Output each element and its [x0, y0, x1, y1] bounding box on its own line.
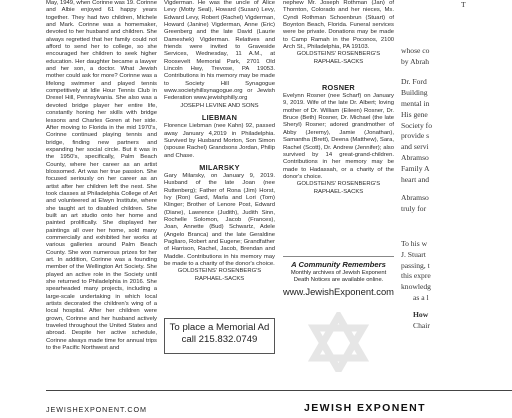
obituary-heading: MILARSKY: [199, 162, 240, 172]
funeral-home-signature: JOSEPH LEVINE AND SONS: [180, 102, 259, 109]
footer-divider: [46, 390, 512, 391]
footer-masthead: JEWISH EXPONENT: [304, 402, 426, 414]
obituary-column-4: [401, 0, 512, 331]
partial-text-line: heart and: [401, 174, 430, 184]
funeral-home-signature: GOLDSTEINS' ROSENBERG'S: [296, 181, 381, 188]
partial-text-line: J. Stuart: [401, 249, 426, 259]
footer-website: JEWISHEXPONENT.COM: [46, 405, 147, 414]
partial-text-line: by Abrah: [401, 56, 430, 66]
obituary-column-1: [46, 0, 157, 353]
star-of-david-watermark-icon: [283, 312, 394, 372]
partial-text-line: and servi: [401, 142, 429, 152]
partial-text-line: His gene: [401, 109, 428, 119]
funeral-home-signature: GOLDSTEINS' ROSENBERG'S: [296, 51, 381, 58]
obituary-text: Gary Milarsky, on January 9, 2019. Husband of the late Joan (nee Ruttenberg); Father of Rona (Jim) Horst, Ivy (Ron) Gard, Marla and Lori (Tom) Klinger; Brother of Lenore Post, Edward (Diane), Lawrence (Judith), Judith Sinn, Rochelle Solomon, Jacob (Frances), Joan, Annette (Bud) Schwartz, Adele (Angelo Branca) and the late Geraldine Pagliaro, Robert and Eugene; Grandfather of Harrison, Rachel, Jacob, Brendan and Maddie. Contributions in his memory may be made to a charity of the donor's choice.: [164, 172, 275, 267]
partial-text-line: passing, t: [401, 260, 430, 270]
partial-text-line: How: [413, 309, 429, 319]
partial-text-line: mental in: [401, 98, 430, 108]
community-remembers-title: A Community Remembers: [291, 260, 386, 269]
partial-text-line: T: [461, 0, 466, 9]
community-remembers-text: Death Notices are available online.: [293, 277, 384, 284]
partial-text-line: knowledg: [401, 282, 431, 292]
partial-text-line: Family A: [401, 163, 430, 173]
funeral-home-signature: RAPHAEL-SACKS: [313, 58, 364, 65]
partial-text-line: Abramso: [401, 152, 429, 162]
obituary-text: Vigderman. He was the uncle of Alice Levy (Motty Seal), Howard (Susan) Levy, Edward Levy, Robert (Rachel) Vigderman, Howard (Janine) Vigderman, Anne (Eric) Greenberg and the late David (Laurie Dameshek) Vigderman. Relatives and friends were invited to Graveside Services, Wednesday, 11 A.M., at Roosevelt Memorial Park, 2701 Old Lincoln Hwy, Trevose, PA 19053. Contributions in his memory may be made to Society Hill Synagogue www.societyhillsynagogue.org or Jewish Federation www.jewishphilly.org: [164, 0, 275, 102]
divider: [283, 256, 394, 257]
partial-text-line: as a l: [413, 292, 429, 302]
obituary-text: Evelynn Rosner (nee Scharf) on January 9, 2019. Wife of the late Dr. Albert; loving mother of Dr. William (Eileen) Rosner, Dr. Bruce (Beth) Rosner, Dr. Michael (the late Sheryl) Rosner; adored grandmother of Abby (Jeremy), Jamie (Jonathan), Samantha (Brett), Deena (Matthew), Sara, Rachel (Scott), Dr. Andrew (Jennifer); also survived by 14 great-grand-children. Contributions in her memory may be made to Hadassah, or a charity of the donor's choice.: [283, 93, 394, 180]
obituary-text: Florence Liebman (nee Kahn) 92, passed away January 4,2019 in Philadelphia. Survived by Husband Morton, Son Simon (spouse Rachel) Grandsons Jordan, Philip and Chase.: [164, 123, 275, 159]
obituary-text: nephew Mr. Joseph Rothman (Jan) of Thornton, Colorado and her nieces, Ms. Cyndi Rothman Schoenbrun (Stuart) of Boynton Beach, Florida. Funeral services were be private. Donations may be made to Camp Ramah in the Poconos, 2100 Arch St., Philadelphia, PA 19103.: [283, 0, 394, 51]
obituary-heading: LIEBMAN: [201, 113, 238, 123]
obituary-column-2: [164, 0, 275, 283]
obituary-text: May, 1949, when Corinne was 19. Corinne and Albie enjoyed 61 happy years together. They had two children, Michele and Mark. Corinne was a homemaker, devoted to her husband and children. She always regretted that her family could not afford to send her to college, so she encouraged her children to seek higher education. Her daughter became a lawyer and her son, a doctor. What Jewish mother could ask for more? Corinne was a lifelong swimmer and played tennis competitively at Idle Hour Tennis Club in Drexel Hill, Pennsylvania. She also was a devoted bridge player her entire life, constantly honing her skills with bridge lessons and Charles Goren at her side. After moving to Florida in the mid 1970's, Corinne continued playing tennis and bridge, finding new partners and expanding her social circle. But it was in the 1950's, specifically, Palm Beach County, where her career as an artist blossomed. Art was her true passion. She focused seriously on her career as an artist after her children left the nest. She took classes at Philadelphia College of Art and volunteered at Elwyn Institute, where she taught art to disabled children. She built an art studio onto her home and painted prolifically. She displayed her paintings all over her home, sold many commercially and exhibited her works at various galleries around Palm Beach County. She won numerous prizes for her art. In addition, Corinne was a founding member of the Wellington Art Society. She played an active role in the Society until she returned to Philadelphia in 2016. She spearheaded many projects, including a large-scale undertaking in which local artists decorated the children's wing of a local hospital. After her children were grown, Corinne and her husband actively traveled throughout the United States and abroad. Despite her active schedule, Corinne always made time for annual trips to the Pacific Northwest and: [46, 0, 157, 352]
memorial-ad-phone: call 215.832.0749: [181, 334, 258, 345]
funeral-home-signature: GOLDSTEINS' ROSENBERG'S: [177, 268, 262, 275]
partial-text-line: Society fo: [401, 120, 433, 130]
partial-text-line: Chair: [413, 320, 430, 330]
funeral-home-signature: RAPHAEL-SACKS: [313, 188, 364, 195]
partial-text-line: Building: [401, 88, 428, 98]
obituary-heading: ROSNER: [321, 83, 356, 93]
memorial-ad-line: To place a Memorial Ad: [169, 322, 270, 333]
partial-text-line: this expre: [401, 271, 431, 281]
community-remembers-text: Monthly archives of Jewish Exponent: [290, 270, 387, 276]
obituary-column-3: [283, 0, 394, 196]
partial-text-line: Dr. Ford: [401, 77, 427, 87]
partial-text-line: Abramso: [401, 193, 429, 203]
community-remembers-url[interactable]: www.JewishExponent.com: [283, 285, 394, 297]
memorial-ad-box: [164, 318, 275, 354]
partial-text-line: To his w: [401, 238, 428, 248]
partial-text-line: provide s: [401, 131, 430, 141]
partial-text-line: whose co: [401, 45, 430, 55]
community-remembers-box: [283, 258, 394, 298]
partial-text-line: [401, 11, 512, 46]
funeral-home-signature: RAPHAEL-SACKS: [194, 275, 245, 282]
partial-text-line: truly for: [401, 204, 427, 214]
